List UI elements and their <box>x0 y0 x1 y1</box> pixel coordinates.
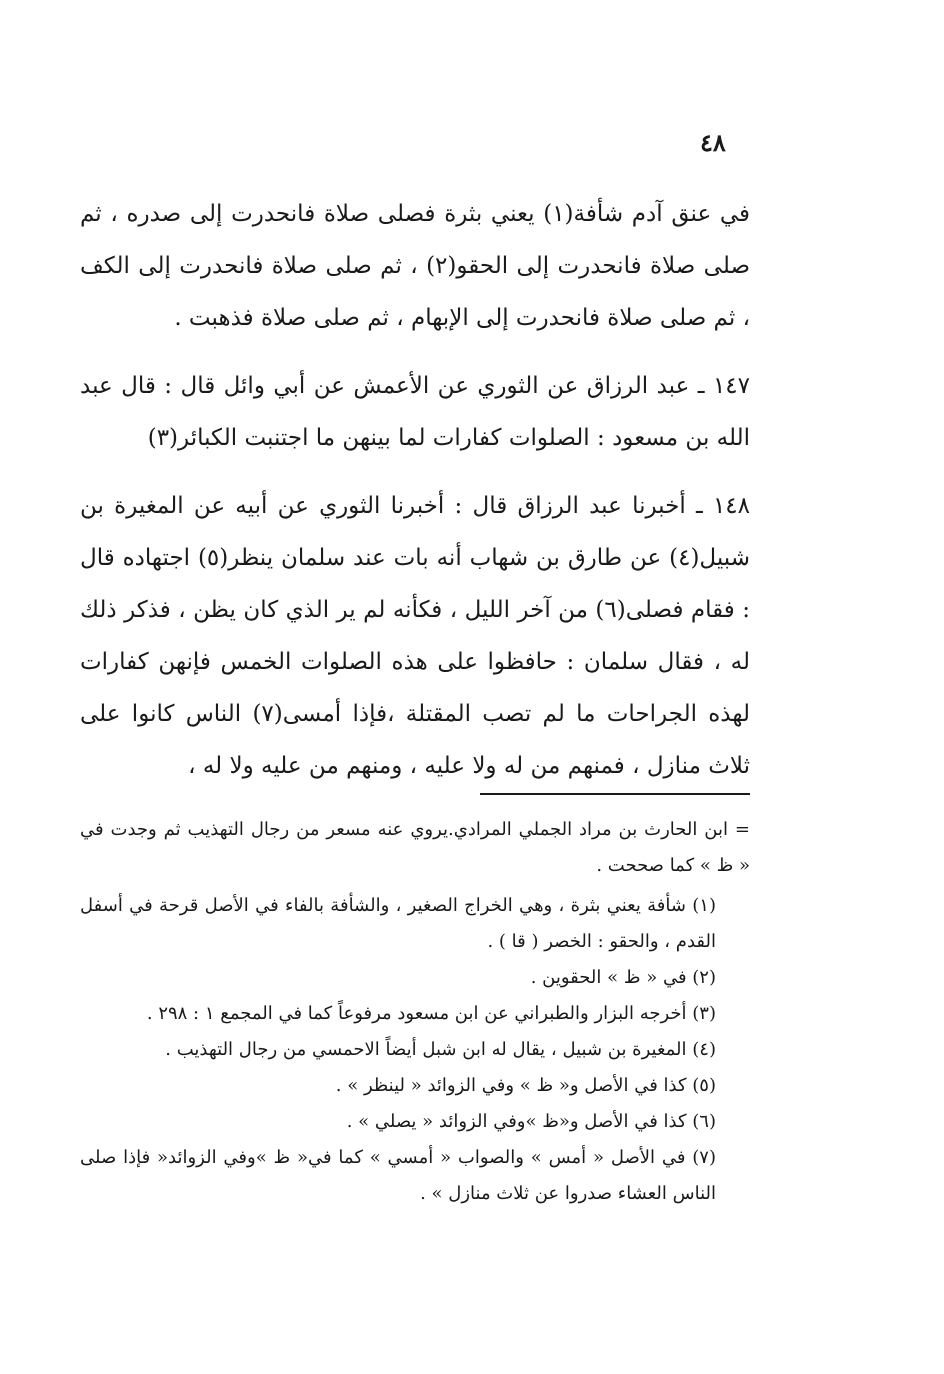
footnote-3: (٣) أخرجه البزار والطبراني عن ابن مسعود مرفوعاً كما في المجمع ١ : ٢٩٨ . <box>146 1003 716 1024</box>
footnote-2: (٢) في « ظ » الحقوين . <box>530 967 716 988</box>
footnote-6: (٦) كذا في الأصل و«ظ »وفي الزوائد « يصلي » . <box>346 1111 716 1132</box>
footnotes <box>80 812 750 1212</box>
footnote-continuation: = ابن الحارث بن مراد الجملي المرادي.يروي عنه مسعر من رجال التهذيب ثم وجدت في « ظ » كما صححت . <box>80 819 750 876</box>
page-number: ٤٨ <box>700 128 726 157</box>
footnote-1: (١) شأفة يعني بثرة ، وهي الخراج الصغير ، والشأفة بالفاء في الأصل قرحة في أسفل القدم ، والحقو : الخصر ( قا ) . <box>80 895 716 952</box>
footnote-7: (٧) في الأصل « أمس » والصواب « أمسي » كما في« ظ »وفي الزوائد« فإذا صلى الناس العشاء صدروا عن ثلاث منازل » . <box>80 1147 716 1204</box>
footnote-4: (٤) المغيرة بن شبيل ، يقال له ابن شبل أيضاً الاحمسي من رجال التهذيب . <box>165 1039 716 1060</box>
hadith-147: ١٤٧ ـ عبد الرزاق عن الثوري عن الأعمش عن أبي وائل قال : قال عبد الله بن مسعود : الصلوات كفارات لما بينهن ما اجتنبت الكبائر(٣) <box>80 373 750 451</box>
footnote-5: (٥) كذا في الأصل و« ظ » وفي الزوائد « لينظر » . <box>335 1075 716 1096</box>
paragraph-continuation: في عنق آدم شأفة(١) يعني بثرة فصلى صلاة فانحدرت إلى صدره ، ثم صلى صلاة فانحدرت إلى الحقو(٢) ، ثم صلى صلاة فانحدرت إلى الكف ، ثم صلى صلاة فانحدرت إلى الإبهام ، ثم صلى صلاة فذهبت . <box>80 201 750 331</box>
footnote-separator <box>480 793 750 795</box>
hadith-148: ١٤٨ ـ أخبرنا عبد الرزاق قال : أخبرنا الثوري عن أبيه عن المغيرة بن شبيل(٤) عن طارق بن شهاب أنه بات عند سلمان ينظر(٥) اجتهاده قال : فقام فصلى(٦) من آخر الليل ، فكأنه لم ير الذي كان يظن ، فذكر ذلك له ، فقال سلمان : حافظوا على هذه الصلوات الخمس فإنهن كفارات لهذه الجراحات ما لم تصب المقتلة ،فإذا أمسى(٧) الناس كانوا على ثلاث منازل ، فمنهم من له ولا عليه ، ومنهم من عليه ولا له ، <box>80 493 750 779</box>
main-text <box>80 188 750 792</box>
